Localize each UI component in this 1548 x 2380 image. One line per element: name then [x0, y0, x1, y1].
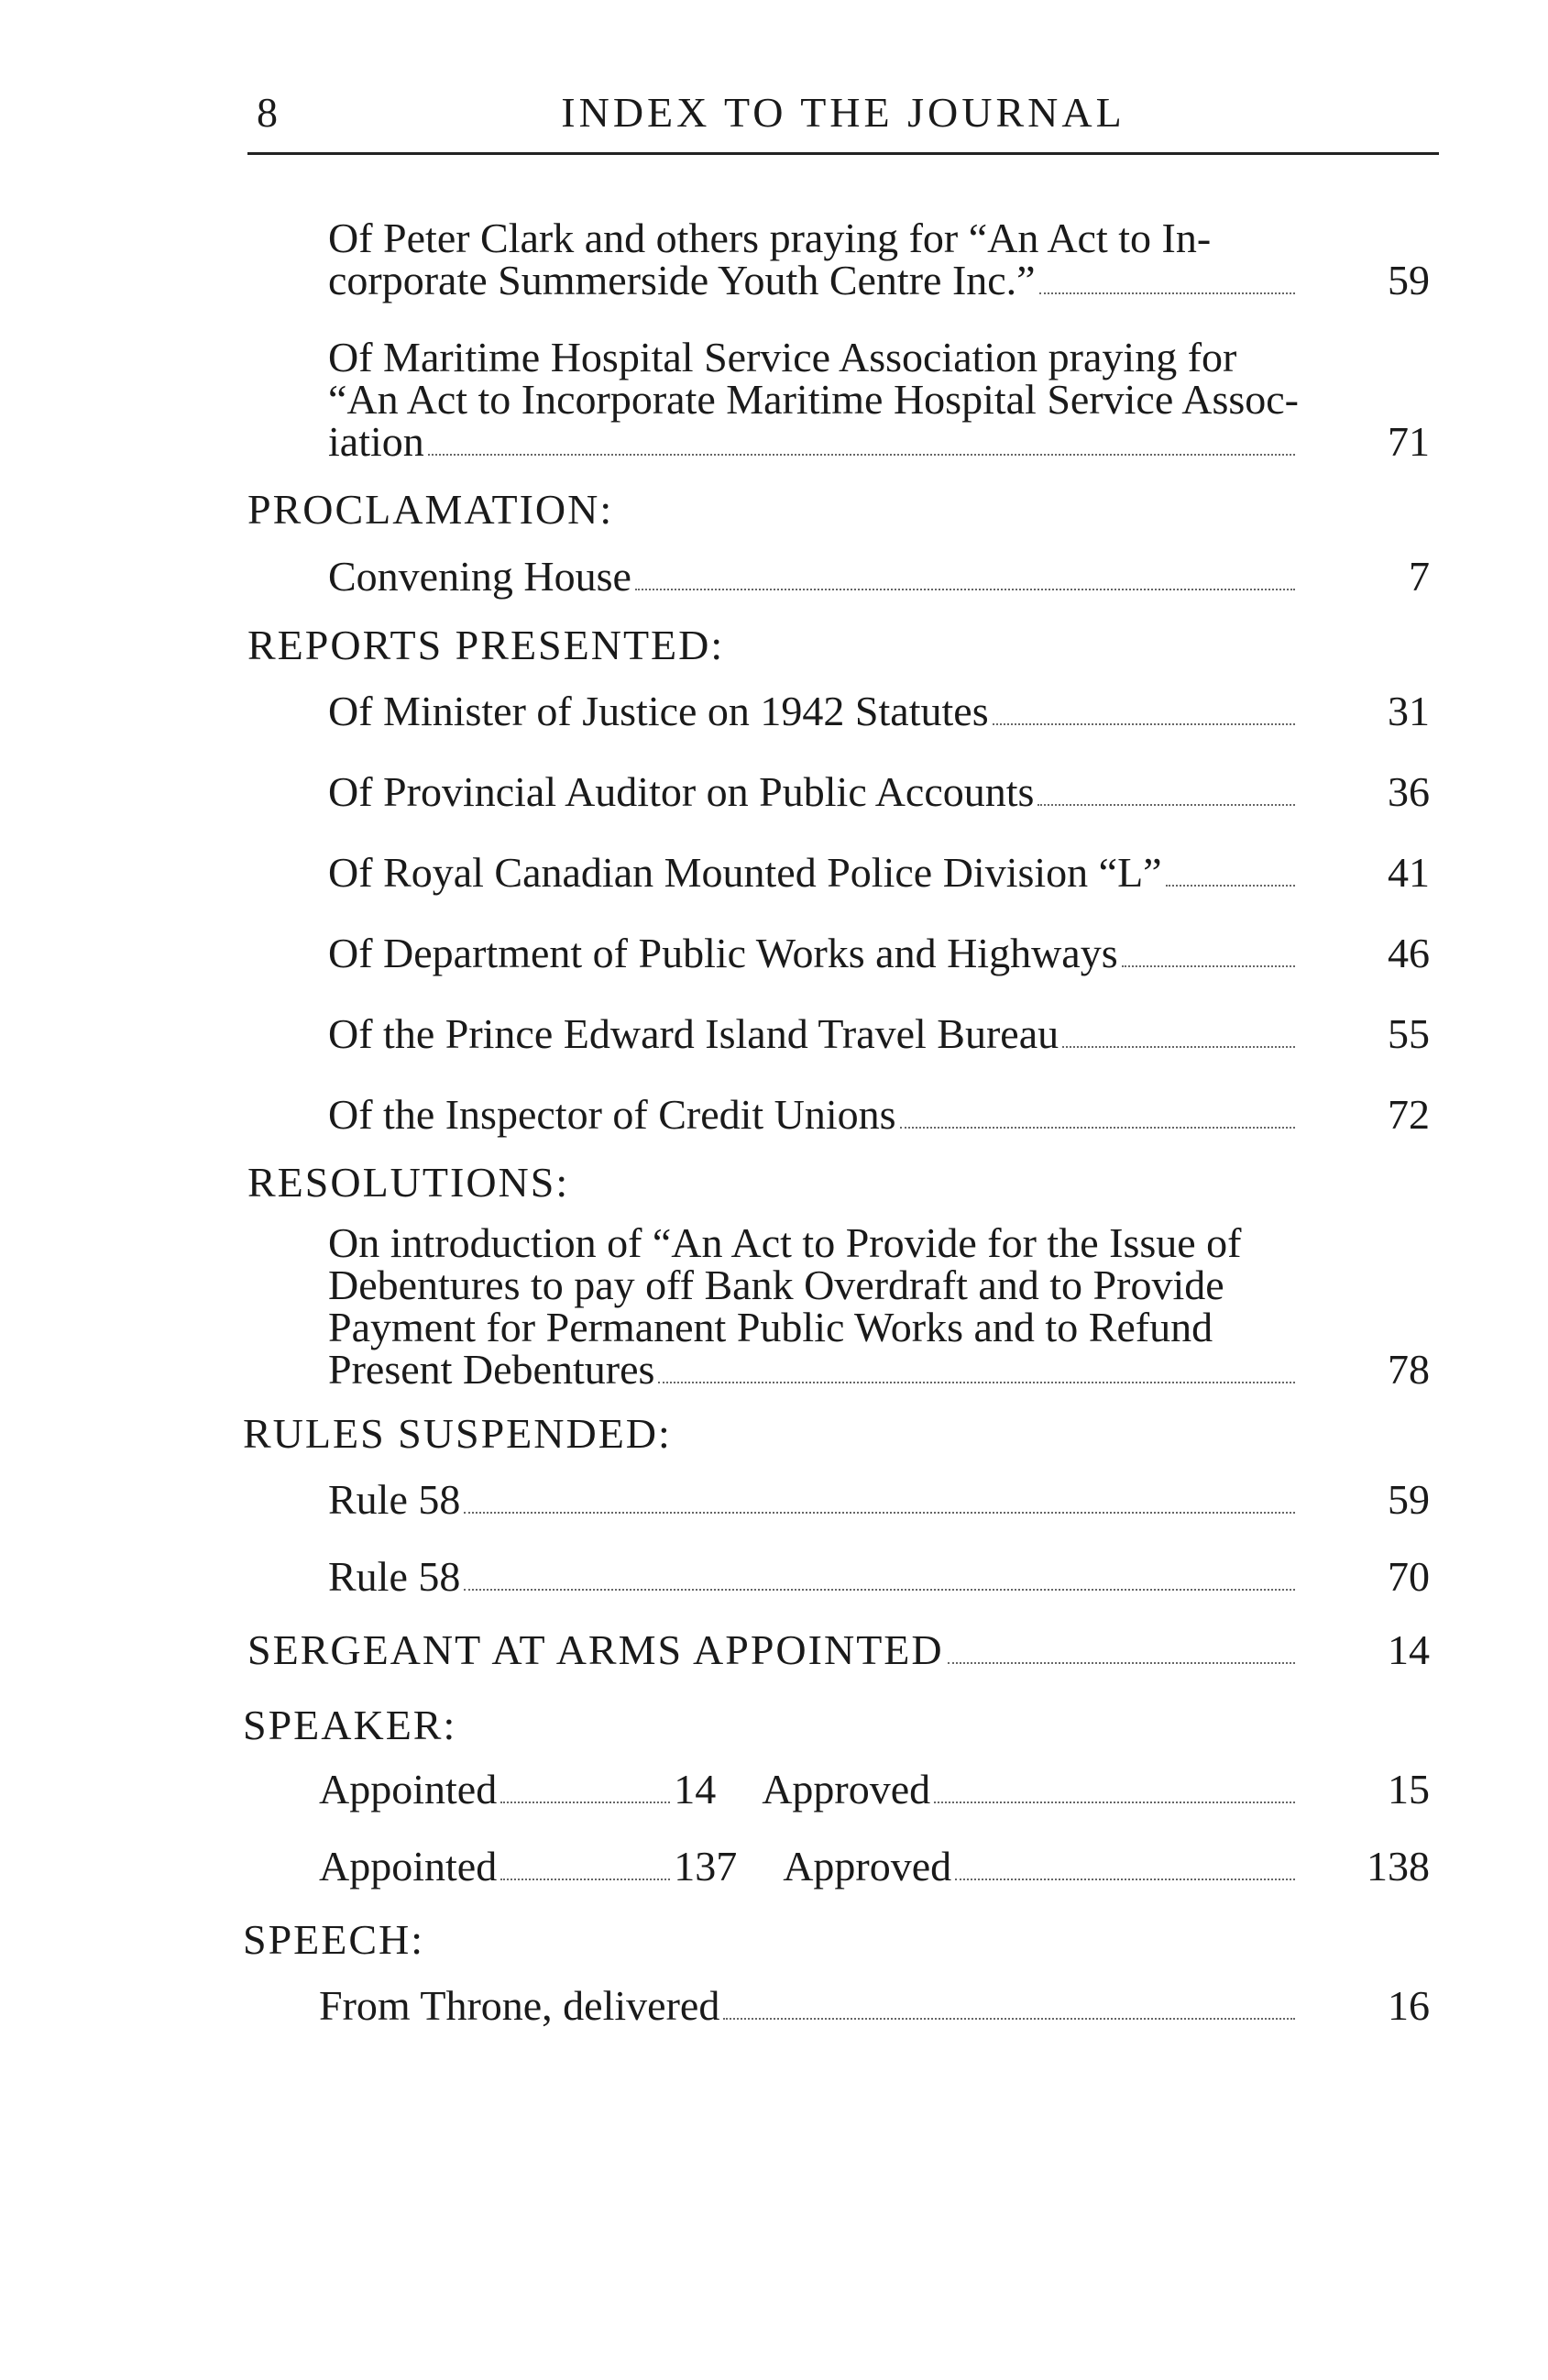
entry-text: Appointed	[319, 1766, 498, 1813]
entry-text-line: On introduction of “An Act to Provide for the Issue of	[328, 1219, 1242, 1266]
page-reference: 31	[1388, 688, 1430, 734]
index-entry	[328, 418, 1295, 465]
entry-text-line: Debentures to pay off Bank Overdraft and to Provide	[328, 1262, 1224, 1308]
entry-text: Of the Prince Edward Island Travel Bureau	[328, 1010, 1059, 1057]
entry-text: Rule 58	[328, 1553, 461, 1600]
dot-leader	[635, 589, 1295, 590]
dot-leader	[1039, 292, 1295, 294]
index-entry	[328, 690, 1295, 733]
entry-text-line: iation	[328, 418, 424, 465]
page-reference: 71	[1388, 418, 1430, 465]
index-entry	[319, 1982, 1295, 2029]
dot-leader	[500, 1802, 670, 1803]
entry-text: Of Provincial Auditor on Public Accounts	[328, 768, 1035, 815]
dot-leader	[658, 1382, 1295, 1383]
entry-text-line: “An Act to Incorporate Maritime Hospital Service Assoc-	[328, 376, 1299, 423]
index-entry	[328, 553, 1295, 600]
page-reference: 78	[1388, 1346, 1430, 1393]
index-entry	[328, 768, 1295, 815]
dot-leader	[1062, 1046, 1295, 1048]
page-reference: 16	[1388, 1982, 1430, 2029]
page-reference: 70	[1388, 1553, 1430, 1600]
page-reference: 55	[1388, 1010, 1430, 1057]
dot-leader	[500, 1879, 670, 1880]
section-heading-proclamation: PROCLAMATION:	[247, 486, 614, 533]
dot-leader	[934, 1802, 1295, 1803]
section-heading-speech: SPEECH:	[243, 1916, 425, 1963]
entry-text: From Throne, delivered	[319, 1982, 720, 2029]
entry-text: Of Minister of Justice on 1942 Statutes	[328, 688, 989, 734]
entry-text-line: Of Maritime Hospital Service Association praying for	[328, 334, 1237, 380]
running-title: INDEX TO THE JOURNAL	[561, 89, 1125, 136]
page-reference: 138	[1367, 1843, 1430, 1890]
index-entry	[319, 1768, 1295, 1811]
entry-text: Of Department of Public Works and Highways	[328, 930, 1118, 976]
entry-text: SERGEANT AT ARMS APPOINTED	[247, 1626, 944, 1673]
section-heading-resolutions: RESOLUTIONS:	[247, 1159, 570, 1206]
entry-text-line: Present Debentures	[328, 1346, 655, 1393]
index-entry	[328, 1346, 1295, 1393]
dot-leader	[1037, 804, 1295, 806]
page-header	[247, 88, 1439, 155]
entry-text: Of the Inspector of Credit Unions	[328, 1091, 896, 1138]
page-reference: 15	[1388, 1766, 1430, 1813]
page-reference: 14	[1388, 1626, 1430, 1673]
dot-leader	[993, 723, 1295, 725]
page-reference: 72	[1388, 1091, 1430, 1138]
section-heading-rules-suspended: RULES SUSPENDED:	[243, 1410, 672, 1457]
index-entry	[328, 259, 1295, 302]
dot-leader	[1122, 965, 1295, 967]
page-number: 8	[257, 89, 279, 136]
dot-leader	[464, 1589, 1295, 1591]
index-entry	[328, 1010, 1295, 1057]
entry-text-line: Of Peter Clark and others praying for “An Act to In-	[328, 215, 1212, 261]
index-entry	[328, 849, 1295, 896]
dot-leader	[723, 2018, 1295, 2020]
entry-text: Approved	[762, 1766, 931, 1813]
index-entry	[319, 1843, 1295, 1890]
dot-leader	[1166, 885, 1295, 887]
section-heading-speaker: SPEAKER:	[243, 1702, 457, 1748]
inline-page-reference: 137	[674, 1843, 738, 1890]
index-entry	[328, 1476, 1295, 1523]
dot-leader	[900, 1127, 1295, 1129]
index-entry	[328, 1553, 1295, 1600]
page-reference: 46	[1388, 930, 1430, 976]
page-reference: 36	[1388, 768, 1430, 815]
index-entry	[328, 932, 1295, 975]
entry-text-line: Payment for Permanent Public Works and to Refund	[328, 1304, 1213, 1350]
entry-text: Appointed	[319, 1843, 498, 1890]
dot-leader	[428, 454, 1295, 456]
section-heading-reports: REPORTS PRESENTED:	[247, 622, 725, 668]
page-reference: 59	[1388, 257, 1430, 303]
dot-leader	[464, 1512, 1295, 1514]
entry-text-line: corporate Summerside Youth Centre Inc.”	[328, 257, 1036, 303]
index-entry	[247, 1626, 1295, 1673]
page-reference: 59	[1388, 1476, 1430, 1523]
page-reference: 41	[1388, 849, 1430, 896]
inline-page-reference: 14	[674, 1766, 717, 1813]
dot-leader	[955, 1879, 1295, 1880]
dot-leader	[948, 1662, 1295, 1664]
index-entry	[328, 1091, 1295, 1138]
page-reference: 7	[1409, 553, 1430, 600]
entry-text: Rule 58	[328, 1476, 461, 1523]
entry-text: Of Royal Canadian Mounted Police Division “L”	[328, 849, 1162, 896]
entry-text: Convening House	[328, 553, 631, 600]
entry-text: Approved	[783, 1843, 952, 1890]
